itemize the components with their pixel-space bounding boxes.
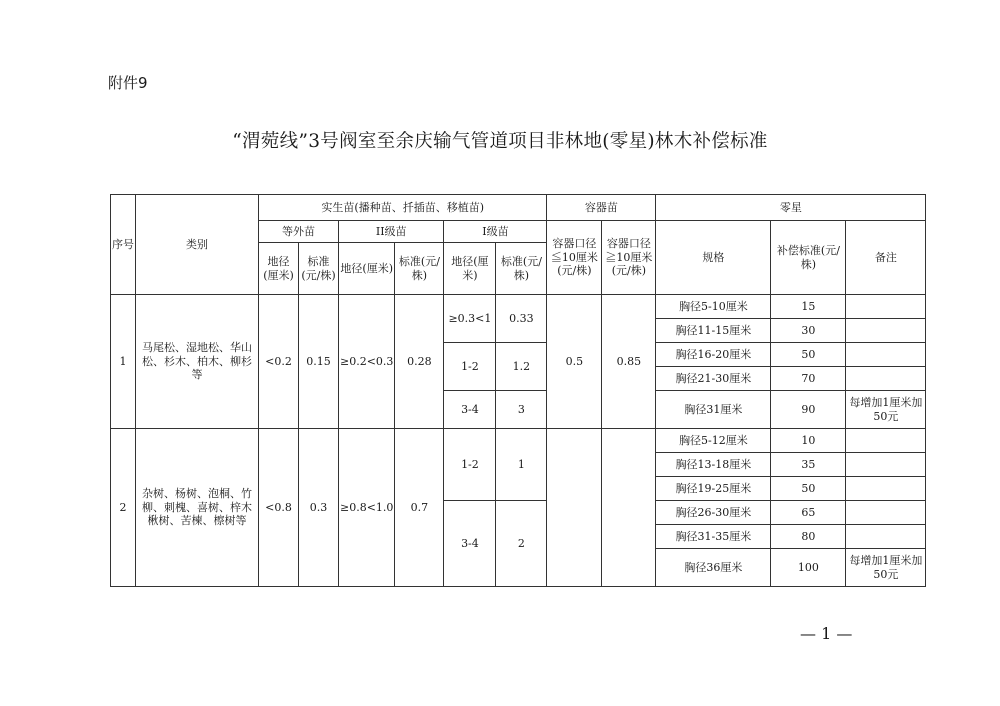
row2-spec: 胸径26-30厘米 xyxy=(656,501,771,525)
row1-container-large: 0.85 xyxy=(602,295,656,429)
row2-remark xyxy=(846,453,926,477)
header-spec: 规格 xyxy=(656,221,771,295)
row1-spec: 胸径16-20厘米 xyxy=(656,343,771,367)
row2-g1-dia: 3-4 xyxy=(444,501,496,587)
row1-spec: 胸径5-10厘米 xyxy=(656,295,771,319)
row2-g1-std: 1 xyxy=(496,429,547,501)
row1-std: 70 xyxy=(771,367,846,391)
row1-remark xyxy=(846,295,926,319)
header-scattered-group: 零星 xyxy=(656,195,926,221)
row1-spec: 胸径11-15厘米 xyxy=(656,319,771,343)
row2-spec: 胸径5-12厘米 xyxy=(656,429,771,453)
row2-std: 65 xyxy=(771,501,846,525)
row2-out-dia: <0.8 xyxy=(259,429,299,587)
row2-g1-dia: 1-2 xyxy=(444,429,496,501)
header-out-std: 标准(元/株) xyxy=(299,243,339,295)
row1-remark xyxy=(846,319,926,343)
row2-std: 80 xyxy=(771,525,846,549)
row1-category: 马尾松、湿地松、华山松、杉木、柏木、柳杉等 xyxy=(136,295,259,429)
row2-seq: 2 xyxy=(111,429,136,587)
row1-seq: 1 xyxy=(111,295,136,429)
row1-out-dia: <0.2 xyxy=(259,295,299,429)
header-seq: 序号 xyxy=(111,195,136,295)
row2-std: 50 xyxy=(771,477,846,501)
row2-container-large xyxy=(602,429,656,587)
header-grade-2: II级苗 xyxy=(339,221,444,243)
row1-std: 15 xyxy=(771,295,846,319)
row2-g2-dia: ≥0.8<1.0 xyxy=(339,429,395,587)
row2-remark xyxy=(846,477,926,501)
row2-spec: 胸径36厘米 xyxy=(656,549,771,587)
row1-container-small: 0.5 xyxy=(547,295,602,429)
row2-std: 10 xyxy=(771,429,846,453)
header-seedling-group: 实生苗(播种苗、扦插苗、移植苗) xyxy=(259,195,547,221)
attachment-label: 附件9 xyxy=(108,74,148,92)
row1-std: 50 xyxy=(771,343,846,367)
row2-out-std: 0.3 xyxy=(299,429,339,587)
header-g2-std: 标准(元/株) xyxy=(395,243,444,295)
row2-std: 35 xyxy=(771,453,846,477)
row1-spec: 胸径21-30厘米 xyxy=(656,367,771,391)
header-g1-std: 标准(元/株) xyxy=(496,243,547,295)
header-grade-1: I级苗 xyxy=(444,221,547,243)
row1-remark xyxy=(846,367,926,391)
header-container-group: 容器苗 xyxy=(547,195,656,221)
row1-g1-dia: 1-2 xyxy=(444,343,496,391)
row1-std: 90 xyxy=(771,391,846,429)
row1-g1-std: 3 xyxy=(496,391,547,429)
row2-std: 100 xyxy=(771,549,846,587)
row2-g2-std: 0.7 xyxy=(395,429,444,587)
row1-g1-std: 1.2 xyxy=(496,343,547,391)
row2-container-small xyxy=(547,429,602,587)
row1-spec: 胸径31厘米 xyxy=(656,391,771,429)
row2-remark xyxy=(846,525,926,549)
row2-spec: 胸径31-35厘米 xyxy=(656,525,771,549)
row2-category: 杂树、杨树、泡桐、竹柳、刺槐、喜树、梓木楸树、苦楝、檫树等 xyxy=(136,429,259,587)
header-category: 类别 xyxy=(136,195,259,295)
document-title: “渭菀线”3号阀室至余庆输气管道项目非林地(零星)林木补偿标准 xyxy=(232,131,768,152)
row2-spec: 胸径13-18厘米 xyxy=(656,453,771,477)
row1-g1-dia: 3-4 xyxy=(444,391,496,429)
row1-std: 30 xyxy=(771,319,846,343)
row1-remark xyxy=(846,343,926,367)
row1-remark: 每增加1厘米加50元 xyxy=(846,391,926,429)
row2-remark xyxy=(846,501,926,525)
row1-g2-dia: ≥0.2<0.3 xyxy=(339,295,395,429)
row1-g1-std: 0.33 xyxy=(496,295,547,343)
row2-remark: 每增加1厘米加50元 xyxy=(846,549,926,587)
compensation-table xyxy=(110,194,926,587)
row2-remark xyxy=(846,429,926,453)
header-container-large: 容器口径≧10厘米(元/株) xyxy=(602,221,656,295)
row1-g2-std: 0.28 xyxy=(395,295,444,429)
header-remark: 备注 xyxy=(846,221,926,295)
header-comp-std: 补偿标准(元/株) xyxy=(771,221,846,295)
header-container-small: 容器口径≦10厘米(元/株) xyxy=(547,221,602,295)
header-out-dia: 地径(厘米) xyxy=(259,243,299,295)
page-number: — 1 — xyxy=(800,624,853,643)
header-g1-dia: 地径(厘米) xyxy=(444,243,496,295)
row1-out-std: 0.15 xyxy=(299,295,339,429)
header-g2-dia: 地径(厘米) xyxy=(339,243,395,295)
row1-g1-dia: ≥0.3<1 xyxy=(444,295,496,343)
header-grade-out: 等外苗 xyxy=(259,221,339,243)
row2-g1-std: 2 xyxy=(496,501,547,587)
row2-spec: 胸径19-25厘米 xyxy=(656,477,771,501)
